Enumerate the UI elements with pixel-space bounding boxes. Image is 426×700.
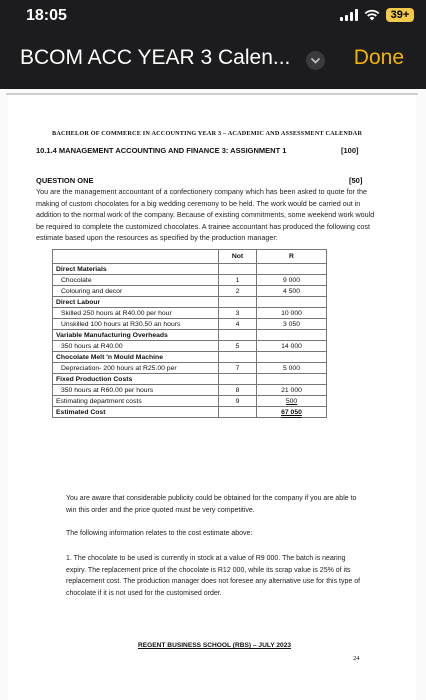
chevron-down-icon (311, 58, 320, 64)
status-time: 18:05 (26, 7, 67, 24)
row-description: Direct Materials (53, 264, 219, 275)
cost-estimate-table (52, 249, 327, 418)
nav-bar (0, 34, 426, 86)
info-intro-paragraph: The following information relates to the cost estimate above: (66, 530, 253, 537)
row-note: 7 (219, 363, 257, 374)
publicity-paragraph: You are aware that considerable publicity could be obtained for the company if you are able to win this order and the price quoted must be very competitive. (66, 495, 357, 514)
row-amount: 500 (257, 396, 327, 407)
row-amount: 9 000 (257, 275, 327, 286)
header-amount: R (257, 250, 327, 264)
row-description: Chocolate (53, 275, 219, 286)
row-amount (257, 352, 327, 363)
row-note (219, 352, 257, 363)
assignment-marks: [100] (341, 146, 359, 155)
row-description: Colouring and decor (53, 286, 219, 297)
title-chevron-button[interactable] (306, 51, 325, 70)
table-row-total (53, 407, 327, 418)
table-row (53, 275, 327, 286)
row-note (219, 407, 257, 418)
row-note: 1 (219, 275, 257, 286)
row-note: 3 (219, 308, 257, 319)
table-row (53, 341, 327, 352)
table-row (53, 330, 327, 341)
header-description (53, 250, 219, 264)
row-amount (257, 264, 327, 275)
row-amount (257, 330, 327, 341)
page-number: 24 (353, 655, 360, 662)
row-description: Direct Labour (53, 297, 219, 308)
row-amount: 5 000 (257, 363, 327, 374)
battery-icon: 39+ (386, 8, 414, 22)
page-footer: REGENT BUSINESS SCHOOL (RBS) – JULY 2023 (138, 642, 292, 649)
wifi-icon (364, 9, 380, 21)
row-amount: 3 050 (257, 319, 327, 330)
row-description: Chocolate Melt 'n Mould Machine (53, 352, 219, 363)
table-header-row (53, 250, 327, 264)
row-note: 9 (219, 396, 257, 407)
table-row (53, 385, 327, 396)
table-row (53, 297, 327, 308)
status-bar (0, 0, 426, 34)
row-note: 5 (219, 341, 257, 352)
row-amount (257, 374, 327, 385)
table-row (53, 286, 327, 297)
row-amount: 67 050 (257, 407, 327, 418)
table-row (53, 352, 327, 363)
row-note (219, 297, 257, 308)
table-row (53, 363, 327, 374)
row-note: 2 (219, 286, 257, 297)
row-description: Fixed Production Costs (53, 374, 219, 385)
row-description: 350 hours at R60.00 per hours (53, 385, 219, 396)
row-description: Skilled 250 hours at R40.00 per hour (53, 308, 219, 319)
note-1-paragraph: 1. The chocolate to be used is currently in stock at a value of R9 000. The batch is nearing expiry. The replacement price of the chocolate is R12 000, while its scrap value is 25% of its replacement cost. The production manager does not foresee any alternative use for this type of chocolate if it is not used for the customised order. (66, 555, 361, 597)
row-description: Estimating department costs (53, 396, 219, 407)
header-note: Not (219, 250, 257, 264)
table-row (53, 396, 327, 407)
done-button[interactable]: Done (353, 46, 404, 69)
table-row (53, 374, 327, 385)
row-note (219, 330, 257, 341)
question-text: You are the management accountant of a confectionery company which has been asked to quote for the making of custom chocolates for a big wedding ceremony to be held. The work would be carried out in addition to the normal work of the company. Because of existing commitments, some weekend work would be required to complete the customized chocolates. A trainee accountant has produced the following cost estimate based upon the resources as specified by the production manager: (36, 187, 375, 243)
assignment-title: 10.1.4 MANAGEMENT ACCOUNTING AND FINANCE 3: ASSIGNMENT 1 (36, 146, 287, 155)
table-row (53, 319, 327, 330)
document-title: BCOM ACC YEAR 3 Calen... (20, 46, 291, 69)
table-row (53, 308, 327, 319)
row-amount: 21 000 (257, 385, 327, 396)
table-row (53, 264, 327, 275)
row-amount: 10 000 (257, 308, 327, 319)
row-note: 8 (219, 385, 257, 396)
calendar-header: BACHELOR OF COMMERCE IN ACCOUNTING YEAR 3 – ACADEMIC AND ASSESSMENT CALENDAR (52, 130, 363, 137)
row-description: Depreciation- 200 hours at R25.00 per (53, 363, 219, 374)
row-description: Estimated Cost (53, 407, 219, 418)
row-amount (257, 297, 327, 308)
row-note (219, 374, 257, 385)
row-amount: 14 000 (257, 341, 327, 352)
row-note (219, 264, 257, 275)
row-description: Variable Manufacturing Overheads (53, 330, 219, 341)
question-marks: [50] (349, 176, 363, 185)
cellular-signal-icon (340, 9, 358, 21)
status-icons (340, 8, 414, 22)
question-title: QUESTION ONE (36, 176, 94, 185)
row-amount: 4 500 (257, 286, 327, 297)
row-description: Unskilled 100 hours at R30.50 an hours (53, 319, 219, 330)
row-note: 4 (219, 319, 257, 330)
row-description: 350 hours at R40.00 (53, 341, 219, 352)
document-page (8, 95, 416, 700)
document-viewer[interactable] (0, 89, 426, 700)
